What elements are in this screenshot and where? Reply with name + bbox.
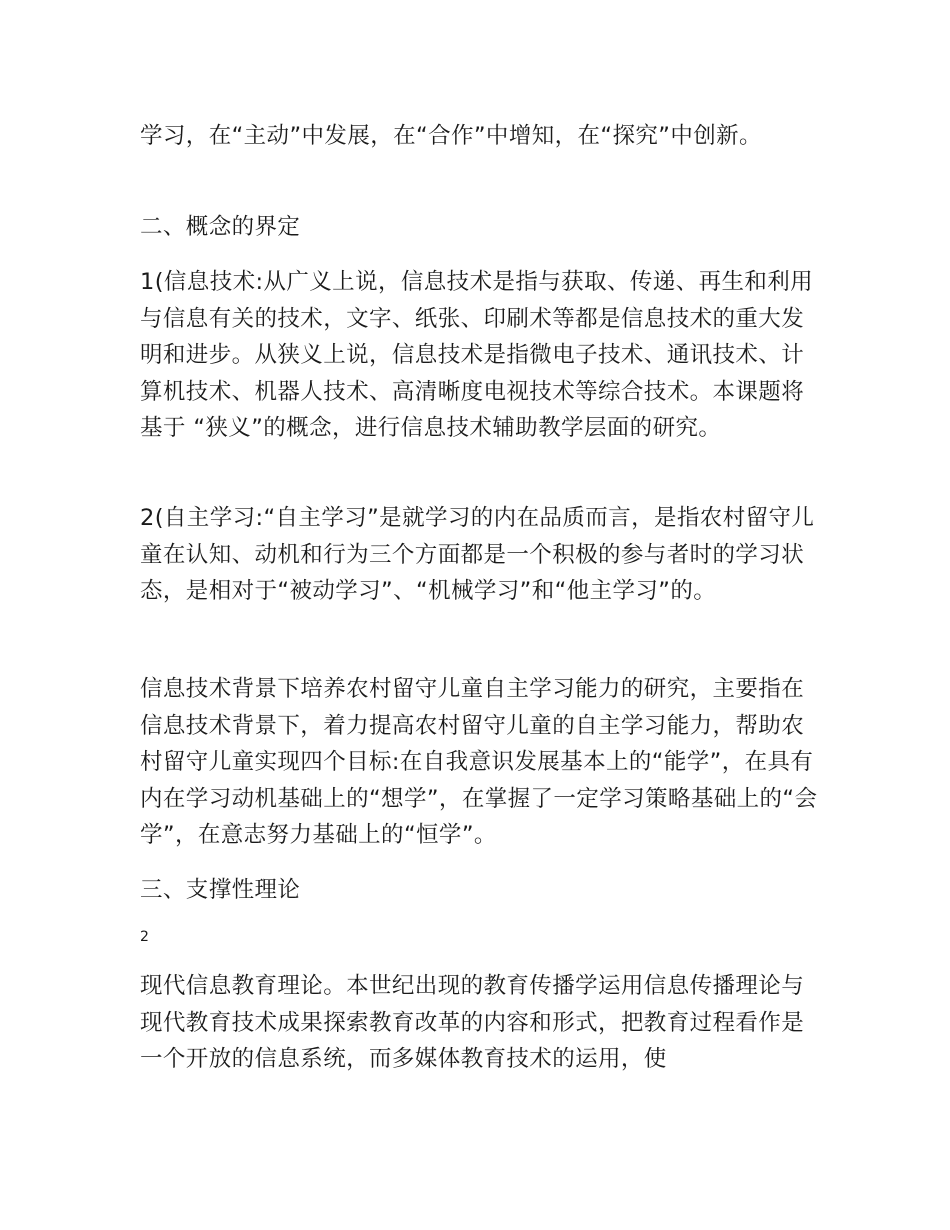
paragraph-research-goals: 信息技术背景下培养农村留守儿童自主学习能力的研究，主要指在信息技术背景下，着力提高农村留守儿童的自主学习能力，帮助农村留守儿童实现四个目标:在自我意识发展基本上的“能学”，在具有内在学习动机基础上的“想学”，在掌握了一定学习策略基础上的“会学”，在意志努力基础上的“恒学”。 <box>140 676 818 848</box>
page-number: 2 <box>140 929 149 945</box>
section-heading-supporting-theory: 三、支撑性理论 <box>140 877 301 903</box>
paragraph-continuation: 学习，在“主动”中发展，在“合作”中增知，在“探究”中创新。 <box>140 123 762 149</box>
paragraph-autonomous-learning: 2(自主学习:“自主学习”是就学习的内在品质而言，是指农村留守儿童在认知、动机和行为三个方面都是一个积极的参与者时的学习状态，是相对于“被动学习”、“机械学习”和“他主学习”的。 <box>140 505 815 604</box>
section-heading-concept-definition: 二、概念的界定 <box>140 214 301 240</box>
paragraph-information-technology: 1(信息技术:从广义上说，信息技术是指与获取、传递、再生和利用与信息有关的技术，文字、纸张、印刷术等都是信息技术的重大发明和进步。从狭义上说，信息技术是指微电子技术、通讯技术、计算机技术、机器人技术、高清晰度电视技术等综合技术。本课题将基于 “狭义”的概念，进行信息技术辅助教学层面的研究。 <box>140 269 814 441</box>
paragraph-modern-education-theory: 现代信息教育理论。本世纪出现的教育传播学运用信息传播理论与现代教育技术成果探索教育改革的内容和形式，把教育过程看作是一个开放的信息系统，而多媒体教育技术的运用，使 <box>140 973 805 1072</box>
